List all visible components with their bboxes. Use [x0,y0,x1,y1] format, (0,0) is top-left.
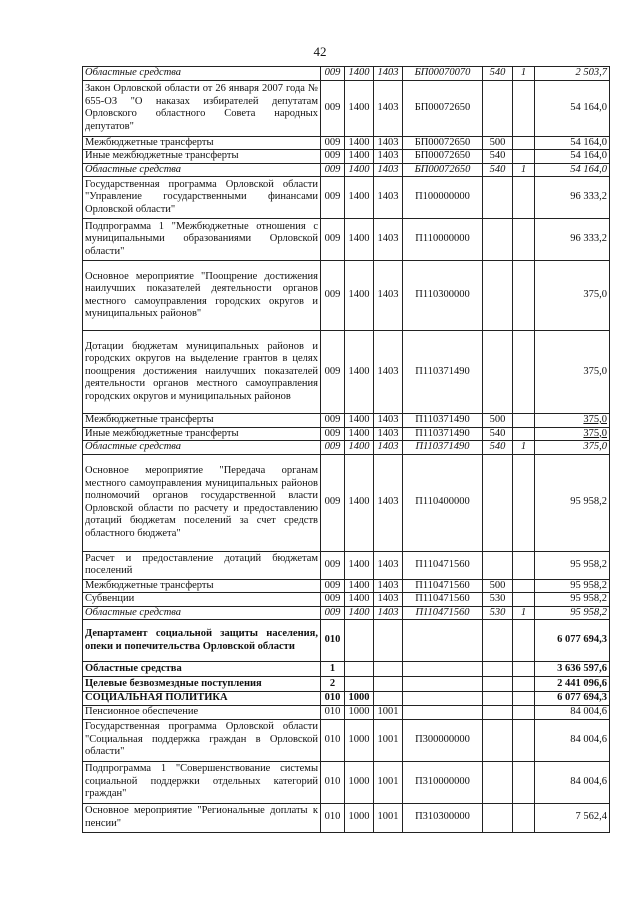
row-section-cell: 1400 [345,80,374,136]
row-target-article-cell: БП00072650 [403,163,483,177]
row-amount-value: 96 333,2 [570,191,607,203]
row-amount-value: 2 441 096,6 [557,677,607,689]
row-subsection-cell: 1403 [374,551,403,579]
row-amount-value: 2 503,7 [575,67,607,78]
row-amount-value: 54 164,0 [570,150,607,161]
row-expense-type-cell [483,706,513,720]
table-row [83,803,610,832]
budget-table-body [83,67,610,833]
row-name-cell: Закон Орловской области от 26 января 2007 года № 655-ОЗ "О наказах избирателей депутатам Орловского областного Совета народных депутатов" [83,80,321,136]
row-code-cell: 009 [321,579,345,593]
row-amount-value: 95 958,2 [570,496,607,508]
row-target-article-cell: П110000000 [403,219,483,261]
row-name-cell: Государственная программа Орловской области "Социальная поддержка граждан в Орловской области" [83,719,321,761]
row-amount-cell [535,706,610,720]
row-amount-cell [535,219,610,261]
row-expense-type-cell: 500 [483,579,513,593]
row-target-article-cell: П110371490 [403,414,483,428]
row-source-cell [513,706,535,720]
row-code-cell: 009 [321,606,345,620]
row-section-cell: 1400 [345,606,374,620]
row-amount-cell [535,150,610,164]
row-amount-value: 3 636 597,6 [557,662,607,674]
row-target-article-cell: БП00072650 [403,150,483,164]
row-amount-cell [535,177,610,219]
table-row [83,177,610,219]
row-section-cell: 1400 [345,551,374,579]
row-subsection-cell: 1403 [374,454,403,551]
row-amount-cell [535,677,610,692]
row-amount-value: 54 164,0 [570,163,607,175]
row-source-cell [513,803,535,832]
row-name-cell: Основное мероприятие "Передача органам местного самоуправления муниципальных районов полномочий органов государственной власти Орловской области по расчету и предоставлению дотаций бюджетам поселений за счет средств областного бюджета" [83,454,321,551]
row-section-cell: 1400 [345,150,374,164]
row-section-cell: 1400 [345,454,374,551]
row-section-cell: 1400 [345,163,374,177]
row-amount-value: 375,0 [583,427,607,439]
row-expense-type-cell [483,454,513,551]
row-code-cell: 010 [321,706,345,720]
row-source-cell [513,620,535,662]
row-expense-type-cell: 540 [483,163,513,177]
table-row [83,606,610,620]
row-subsection-cell: 1403 [374,579,403,593]
row-amount-cell [535,620,610,662]
row-source-cell [513,414,535,428]
row-amount-value: 96 333,2 [570,233,607,245]
row-source-cell [513,427,535,441]
row-source-cell [513,551,535,579]
row-name-cell: Дотации бюджетам муниципальных районов и городских округов на выделение грантов в целях поощрения достижения наилучших показателей деятельности органов местного самоуправления городских округов и муниципальных районов [83,331,321,414]
row-amount-cell [535,331,610,414]
table-row [83,427,610,441]
row-section-cell: 1000 [345,803,374,832]
row-name-cell: Областные средства [83,67,321,81]
row-target-article-cell: БП00072650 [403,80,483,136]
row-code-cell: 010 [321,803,345,832]
row-target-article-cell: П110371490 [403,427,483,441]
row-amount-value: 6 077 694,3 [557,692,607,704]
row-expense-type-cell: 500 [483,136,513,150]
row-name-cell: СОЦИАЛЬНАЯ ПОЛИТИКА [83,692,321,706]
row-section-cell: 1400 [345,219,374,261]
row-code-cell: 010 [321,692,345,706]
row-expense-type-cell [483,219,513,261]
row-code-cell: 009 [321,331,345,414]
row-expense-type-cell [483,551,513,579]
row-amount-cell [535,136,610,150]
row-target-article-cell [403,620,483,662]
row-amount-cell [535,593,610,607]
row-subsection-cell: 1403 [374,261,403,331]
row-expense-type-cell [483,80,513,136]
row-source-cell [513,677,535,692]
table-row [83,761,610,803]
row-name-cell: Основное мероприятие "Поощрение достижения наилучших показателей деятельности органов местного самоуправления городских округов и муниципальных районов" [83,261,321,331]
table-row [83,261,610,331]
row-target-article-cell: П110400000 [403,454,483,551]
row-code-cell: 009 [321,163,345,177]
row-code-cell: 1 [321,662,345,677]
table-row [83,677,610,692]
row-name-cell: Иные межбюджетные трансферты [83,150,321,164]
row-target-article-cell [403,706,483,720]
row-section-cell: 1400 [345,177,374,219]
table-row [83,414,610,428]
row-section-cell: 1000 [345,761,374,803]
row-expense-type-cell: 530 [483,593,513,607]
table-row [83,80,610,136]
row-section-cell: 1400 [345,67,374,81]
row-code-cell: 010 [321,620,345,662]
table-row [83,331,610,414]
row-subsection-cell [374,620,403,662]
row-target-article-cell: П110371490 [403,441,483,455]
row-section-cell [345,620,374,662]
row-section-cell [345,662,374,677]
row-section-cell: 1400 [345,136,374,150]
row-source-cell: 1 [513,67,535,81]
row-source-cell [513,136,535,150]
row-target-article-cell [403,692,483,706]
row-name-cell: Областные средства [83,163,321,177]
row-section-cell: 1000 [345,692,374,706]
row-section-cell: 1400 [345,414,374,428]
row-expense-type-cell: 540 [483,150,513,164]
row-expense-type-cell [483,677,513,692]
row-code-cell: 009 [321,593,345,607]
row-amount-cell [535,441,610,455]
row-amount-cell [535,803,610,832]
row-source-cell: 1 [513,163,535,177]
row-section-cell: 1400 [345,331,374,414]
row-amount-value: 54 164,0 [570,136,607,148]
row-source-cell [513,593,535,607]
row-target-article-cell: П310000000 [403,761,483,803]
row-target-article-cell [403,677,483,692]
row-expense-type-cell [483,261,513,331]
row-amount-cell [535,261,610,331]
table-row [83,620,610,662]
row-code-cell: 009 [321,551,345,579]
row-amount-cell [535,692,610,706]
row-code-cell: 010 [321,719,345,761]
row-amount-value: 7 562,4 [575,811,607,823]
row-subsection-cell: 1001 [374,719,403,761]
row-name-cell: Областные средства [83,606,321,620]
row-name-cell: Государственная программа Орловской области "Управление государственными финансами Орловской области" [83,177,321,219]
row-target-article-cell: П110371490 [403,331,483,414]
table-row [83,593,610,607]
table-row [83,163,610,177]
row-source-cell: 1 [513,606,535,620]
row-subsection-cell: 1403 [374,163,403,177]
table-row [83,441,610,455]
row-subsection-cell: 1403 [374,331,403,414]
row-source-cell [513,719,535,761]
row-expense-type-cell [483,620,513,662]
row-target-article-cell: П110471560 [403,593,483,607]
row-subsection-cell: 1403 [374,593,403,607]
row-source-cell [513,150,535,164]
table-row [83,150,610,164]
row-source-cell [513,177,535,219]
row-name-cell: Иные межбюджетные трансферты [83,427,321,441]
table-row [83,706,610,720]
row-amount-value: 375,0 [583,365,607,377]
table-row [83,551,610,579]
row-code-cell: 2 [321,677,345,692]
row-subsection-cell: 1403 [374,150,403,164]
row-name-cell: Областные средства [83,662,321,677]
row-source-cell [513,80,535,136]
row-name-cell: Целевые безвозмездные поступления [83,677,321,692]
row-source-cell [513,692,535,706]
row-amount-cell [535,163,610,177]
row-amount-value: 95 958,2 [570,593,607,604]
row-source-cell [513,454,535,551]
row-amount-cell [535,761,610,803]
row-name-cell: Основное мероприятие "Региональные доплаты к пенсии" [83,803,321,832]
row-expense-type-cell: 540 [483,67,513,81]
table-row [83,579,610,593]
row-target-article-cell: П110471560 [403,579,483,593]
row-expense-type-cell [483,177,513,219]
table-row [83,67,610,81]
row-amount-value: 6 077 694,3 [557,634,607,646]
row-target-article-cell: П110300000 [403,261,483,331]
row-source-cell [513,662,535,677]
row-source-cell [513,579,535,593]
row-amount-cell [535,67,610,81]
row-subsection-cell: 1403 [374,177,403,219]
row-code-cell: 009 [321,177,345,219]
row-amount-value: 95 958,2 [570,606,607,618]
row-subsection-cell: 1403 [374,414,403,428]
row-amount-value: 95 958,2 [570,558,607,570]
row-code-cell: 009 [321,150,345,164]
row-subsection-cell [374,662,403,677]
row-amount-cell [535,579,610,593]
row-name-cell: Субвенции [83,593,321,607]
row-target-article-cell: БП00070070 [403,67,483,81]
row-subsection-cell: 1403 [374,219,403,261]
row-section-cell: 1400 [345,593,374,607]
row-amount-value: 84 004,6 [570,775,607,787]
row-expense-type-cell [483,761,513,803]
row-amount-value: 95 958,2 [570,579,607,591]
row-subsection-cell: 1403 [374,136,403,150]
row-code-cell: 009 [321,454,345,551]
row-source-cell [513,261,535,331]
row-section-cell: 1000 [345,706,374,720]
table-row [83,719,610,761]
row-code-cell: 009 [321,261,345,331]
row-subsection-cell: 1403 [374,606,403,620]
row-name-cell: Подпрограмма 1 "Межбюджетные отношения с муниципальными образованиями Орловской области" [83,219,321,261]
budget-table [82,66,610,833]
row-amount-value: 84 004,6 [570,733,607,745]
row-amount-value: 84 004,6 [570,706,607,717]
row-amount-cell [535,551,610,579]
row-target-article-cell: П110471560 [403,551,483,579]
row-name-cell: Подпрограмма 1 "Совершенствование системы социальной поддержки отдельных категорий граждан" [83,761,321,803]
row-source-cell: 1 [513,441,535,455]
row-source-cell [513,219,535,261]
page-number: 42 [313,44,327,59]
row-code-cell: 009 [321,80,345,136]
row-source-cell [513,761,535,803]
row-amount-value: 375,0 [583,414,607,425]
row-expense-type-cell: 540 [483,427,513,441]
row-subsection-cell: 1403 [374,80,403,136]
row-amount-cell [535,454,610,551]
row-name-cell: Межбюджетные трансферты [83,414,321,428]
row-subsection-cell: 1403 [374,67,403,81]
row-expense-type-cell: 500 [483,414,513,428]
row-name-cell: Расчет и предоставление дотаций бюджетам поселений [83,551,321,579]
row-expense-type-cell [483,719,513,761]
row-source-cell [513,331,535,414]
table-row [83,219,610,261]
row-name-cell: Межбюджетные трансферты [83,136,321,150]
table-row [83,136,610,150]
row-target-article-cell: П310300000 [403,803,483,832]
row-expense-type-cell [483,803,513,832]
row-amount-cell [535,427,610,441]
row-expense-type-cell: 540 [483,441,513,455]
row-code-cell: 009 [321,219,345,261]
row-amount-value: 375,0 [583,289,607,301]
row-amount-cell [535,606,610,620]
row-subsection-cell: 1403 [374,441,403,455]
row-amount-cell [535,414,610,428]
row-amount-value: 375,0 [583,441,607,452]
row-code-cell: 009 [321,136,345,150]
table-row [83,692,610,706]
row-subsection-cell: 1403 [374,427,403,441]
row-subsection-cell: 1001 [374,706,403,720]
row-code-cell: 009 [321,441,345,455]
row-amount-cell [535,719,610,761]
row-name-cell: Областные средства [83,441,321,455]
row-name-cell: Межбюджетные трансферты [83,579,321,593]
row-amount-cell [535,80,610,136]
row-name-cell: Пенсионное обеспечение [83,706,321,720]
row-section-cell: 1000 [345,719,374,761]
row-code-cell: 010 [321,761,345,803]
row-subsection-cell: 1001 [374,803,403,832]
row-section-cell: 1400 [345,579,374,593]
row-expense-type-cell [483,331,513,414]
row-section-cell: 1400 [345,441,374,455]
row-code-cell: 009 [321,67,345,81]
row-target-article-cell [403,662,483,677]
row-target-article-cell: П100000000 [403,177,483,219]
row-expense-type-cell [483,692,513,706]
table-row [83,662,610,677]
row-target-article-cell: БП00072650 [403,136,483,150]
row-code-cell: 009 [321,414,345,428]
row-expense-type-cell: 530 [483,606,513,620]
row-amount-value: 54 164,0 [570,101,607,113]
row-target-article-cell: П300000000 [403,719,483,761]
row-subsection-cell: 1001 [374,761,403,803]
row-code-cell: 009 [321,427,345,441]
row-subsection-cell [374,692,403,706]
table-row [83,454,610,551]
row-amount-cell [535,662,610,677]
row-section-cell: 1400 [345,427,374,441]
row-target-article-cell: П110471560 [403,606,483,620]
row-subsection-cell [374,677,403,692]
row-section-cell [345,677,374,692]
row-section-cell: 1400 [345,261,374,331]
row-name-cell: Департамент социальной защиты населения, опеки и попечительства Орловской области [83,620,321,662]
row-expense-type-cell [483,662,513,677]
